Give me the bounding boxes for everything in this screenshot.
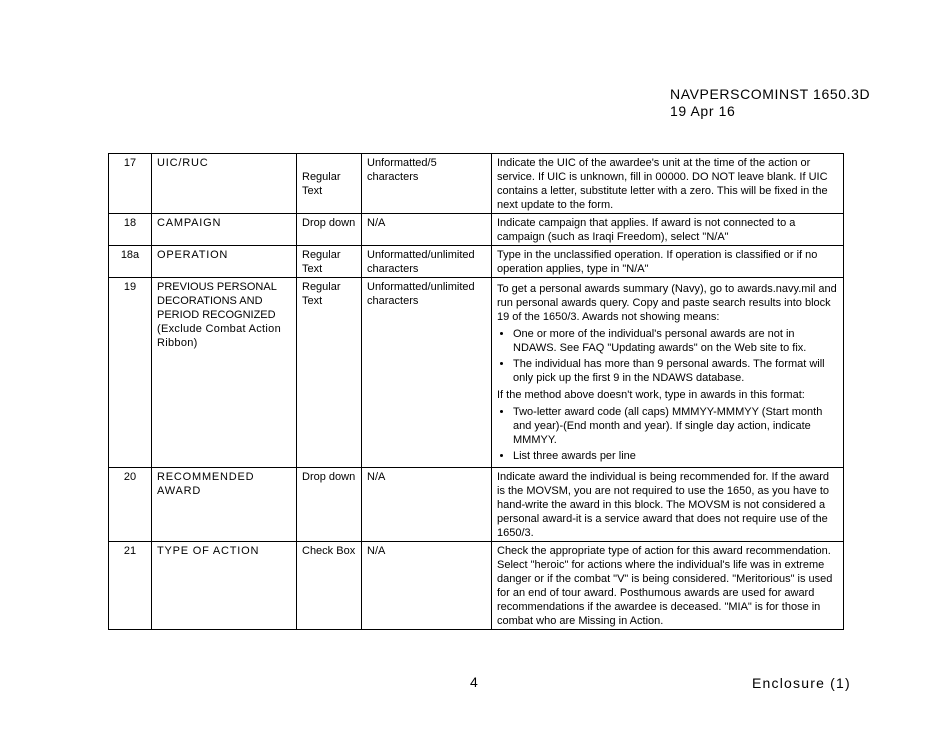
field-type: Drop down xyxy=(297,468,362,542)
list-item: • The individual has more than 9 personal awards. The format will only pick up the first 9 in the NDAWS database. xyxy=(513,357,838,385)
block-number: 21 xyxy=(109,542,152,630)
field-description: Indicate campaign that applies. If award is not connected to a campaign (such as Iraqi Freedom), select "N/A" xyxy=(492,214,844,246)
field-description: Indicate award the individual is being recommended for. If the award is the MOVSM, you are not required to use the 1650, as you have to hand-write the award in this block. The MOVSM is not considered a personal award-it is a service award that does not require use of the 1650/3. xyxy=(492,468,844,542)
list-item: • List three awards per line xyxy=(513,449,838,463)
field-type: Drop down xyxy=(297,214,362,246)
field-name: RECOMMENDED AWARD xyxy=(152,468,297,542)
field-format: Unformatted/unlimited characters xyxy=(362,246,492,278)
field-type: Regular Text xyxy=(297,278,362,468)
instruction-date: 19 Apr 16 xyxy=(670,103,736,119)
block-number: 18 xyxy=(109,214,152,246)
table-row xyxy=(109,154,844,214)
instruction-number: NAVPERSCOMINST 1650.3D xyxy=(670,86,871,102)
enclosure-label: Enclosure (1) xyxy=(752,675,851,691)
list-item: • One or more of the individual's personal awards are not in NDAWS. See FAQ "Updating awards" on the Web site to fix. xyxy=(513,327,838,355)
field-format: Unformatted/5 characters xyxy=(362,154,492,214)
table-row xyxy=(109,278,844,468)
missing-awards-list xyxy=(497,327,838,385)
table-row xyxy=(109,214,844,246)
block-number: 19 xyxy=(109,278,152,468)
field-type: Regular Text xyxy=(297,246,362,278)
field-format: N/A xyxy=(362,468,492,542)
document-header xyxy=(670,86,870,120)
table-row xyxy=(109,468,844,542)
field-type: Check Box xyxy=(297,542,362,630)
block-number: 18a xyxy=(109,246,152,278)
award-format-list xyxy=(497,405,838,463)
form-instructions-table xyxy=(108,153,844,630)
field-note: (Exclude Combat Action Ribbon) xyxy=(157,323,281,349)
page-number: 4 xyxy=(470,674,478,690)
field-description: Check the appropriate type of action for this award recommendation. Select "heroic" for actions where the individual's life was in extreme danger or if the combat "V" is being considered. "Meritorious" is used for an end of tour award. Posthumous awards are used for award recommendations if the awardee is deceased. "MIA" is for those in combat who are Missing in Action. xyxy=(492,542,844,630)
field-name: OPERATION xyxy=(152,246,297,278)
field-name: PREVIOUS PERSONAL DECORATIONS AND PERIOD RECOGNIZED xyxy=(157,281,277,321)
table-row xyxy=(109,246,844,278)
field-name: TYPE OF ACTION xyxy=(152,542,297,630)
field-name: CAMPAIGN xyxy=(152,214,297,246)
field-name: UIC/RUC xyxy=(152,154,297,214)
field-format: Unformatted/unlimited characters xyxy=(362,278,492,468)
field-description: Indicate the UIC of the awardee's unit at the time of the action or service. If UIC is unknown, fill in 00000. DO NOT leave blank. If UIC contains a letter, substitute letter with a zero. This will be fixed in the next update to the form. xyxy=(492,154,844,214)
field-format: N/A xyxy=(362,214,492,246)
table-row xyxy=(109,542,844,630)
field-description: To get a personal awards summary (Navy), go to awards.navy.mil and run personal awards query. Copy and paste search results into block 19 of the 1650/3. Awards not showing means: xyxy=(497,283,837,323)
field-name-cell xyxy=(152,278,297,468)
field-description: Type in the unclassified operation. If operation is classified or if no operation applies, type in "N/A" xyxy=(492,246,844,278)
field-description-cell xyxy=(492,278,844,468)
format-instruction: If the method above doesn't work, type in awards in this format: xyxy=(497,389,805,401)
block-number: 17 xyxy=(109,154,152,214)
list-item: • Two-letter award code (all caps) MMMYY-MMMYY (Start month and year)-(End month and year). If single day action, indicate MMMYY. xyxy=(513,405,838,447)
block-number: 20 xyxy=(109,468,152,542)
field-format: N/A xyxy=(362,542,492,630)
field-type: Regular Text xyxy=(297,154,362,214)
